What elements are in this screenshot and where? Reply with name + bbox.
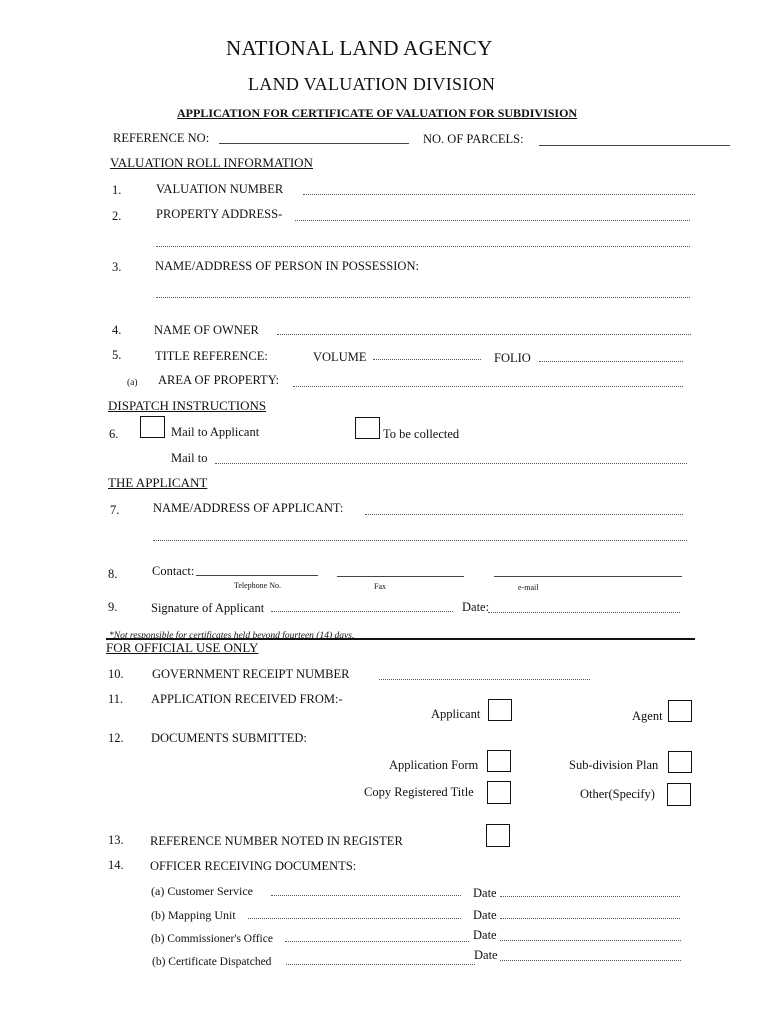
official-section-title: FOR OFFICIAL USE ONLY (106, 640, 259, 655)
mail-applicant-label: Mail to Applicant (171, 425, 260, 439)
application-form-checkbox[interactable] (487, 750, 511, 772)
item-number: 14. (108, 858, 124, 872)
officer-customer-service-field[interactable] (271, 895, 461, 896)
agent-checkbox[interactable] (668, 700, 692, 722)
item-number: 9. (108, 600, 118, 614)
copy-title-checkbox[interactable] (487, 781, 511, 804)
reference-field[interactable] (219, 143, 409, 144)
agency-title: NATIONAL LAND AGENCY (226, 36, 493, 60)
area-field[interactable] (293, 386, 683, 387)
officer-date-field[interactable] (500, 918, 680, 919)
folio-field[interactable] (539, 361, 683, 362)
item-number: 4. (112, 323, 122, 337)
item-number: (a) (127, 378, 138, 388)
subdivision-plan-checkbox[interactable] (668, 751, 692, 773)
property-address-field[interactable] (295, 220, 690, 221)
item-number: 1. (112, 183, 122, 197)
officer-dispatched-field[interactable] (286, 964, 475, 965)
other-label: Other(Specify) (580, 787, 655, 801)
valuation-number-label: VALUATION NUMBER (156, 182, 284, 196)
agent-option-label: Agent (632, 709, 663, 723)
fax-caption: Fax (374, 582, 386, 591)
other-checkbox[interactable] (667, 783, 691, 806)
owner-field[interactable] (277, 334, 691, 335)
item-number: 6. (109, 427, 119, 441)
reference-label: REFERENCE NO: (113, 131, 210, 145)
item-number: 2. (112, 209, 122, 223)
applicant-option-label: Applicant (431, 707, 481, 721)
signature-label: Signature of Applicant (151, 601, 265, 615)
item-number: 8. (108, 567, 118, 581)
officer-commissioner-field[interactable] (285, 941, 469, 942)
receipt-label: GOVERNMENT RECEIPT NUMBER (152, 667, 350, 681)
officer-date-label: Date (474, 948, 498, 962)
copy-title-label: Copy Registered Title (364, 785, 474, 799)
applicant-name-field[interactable] (365, 514, 683, 515)
property-address-label: PROPERTY ADDRESS- (156, 207, 283, 221)
fax-field[interactable] (337, 576, 464, 577)
applicant-name-label: NAME/ADDRESS OF APPLICANT: (153, 501, 344, 515)
possession-field[interactable] (156, 297, 690, 298)
collected-checkbox[interactable] (355, 417, 380, 439)
officer-mapping-label: (b) Mapping Unit (151, 908, 236, 922)
division-title: LAND VALUATION DIVISION (248, 74, 496, 94)
item-number: 10. (108, 667, 124, 681)
signature-field[interactable] (271, 611, 453, 612)
officer-dispatched-label: (b) Certificate Dispatched (152, 956, 272, 968)
applicant-checkbox[interactable] (488, 699, 512, 721)
parcels-field[interactable] (539, 145, 730, 146)
receipt-field[interactable] (379, 679, 590, 680)
telephone-caption: Telephone No. (234, 581, 281, 590)
item-number: 3. (112, 260, 122, 274)
signature-date-label: Date: (462, 600, 490, 614)
signature-date-field[interactable] (488, 612, 680, 613)
area-label: AREA OF PROPERTY: (158, 373, 280, 387)
officer-customer-service-label: (a) Customer Service (151, 884, 253, 898)
application-form-label: Application Form (389, 758, 479, 772)
applicant-name-field-line2[interactable] (153, 540, 687, 541)
volume-label: VOLUME (313, 350, 367, 364)
officer-date-field[interactable] (500, 940, 681, 941)
received-from-label: APPLICATION RECEIVED FROM:- (151, 692, 343, 706)
applicant-section-title: THE APPLICANT (108, 475, 208, 490)
officer-date-label: Date (473, 928, 497, 942)
officer-label: OFFICER RECEIVING DOCUMENTS: (150, 859, 357, 873)
item-number: 13. (108, 833, 124, 847)
owner-label: NAME OF OWNER (154, 323, 259, 337)
email-field[interactable] (494, 576, 682, 577)
item-number: 5. (112, 348, 122, 362)
property-address-field-line2[interactable] (156, 246, 690, 247)
officer-commissioner-label: (b) Commissioner's Office (151, 933, 273, 945)
item-number: 7. (110, 503, 120, 517)
disclaimer-note: *Not responsible for certificates held beyond fourteen (14) days, (109, 631, 355, 641)
item-number: 12. (108, 731, 124, 745)
register-label: REFERENCE NUMBER NOTED IN REGISTER (150, 834, 403, 848)
valuation-section-title: VALUATION ROLL INFORMATION (110, 155, 313, 170)
officer-date-label: Date (473, 886, 497, 900)
mail-to-field[interactable] (215, 463, 687, 464)
valuation-number-field[interactable] (303, 194, 695, 195)
volume-field[interactable] (373, 359, 481, 360)
folio-label: FOLIO (494, 351, 531, 365)
parcels-label: NO. OF PARCELS: (423, 132, 524, 146)
documents-label: DOCUMENTS SUBMITTED: (151, 731, 307, 745)
officer-date-field[interactable] (500, 960, 681, 961)
form-title: APPLICATION FOR CERTIFICATE OF VALUATION FOR SUBDIVISION (177, 106, 578, 120)
register-checkbox[interactable] (486, 824, 510, 847)
mail-applicant-checkbox[interactable] (140, 416, 165, 438)
email-caption: e-mail (518, 583, 539, 592)
item-number: 11. (108, 692, 124, 706)
mail-to-label: Mail to (171, 451, 208, 465)
officer-date-label: Date (473, 908, 497, 922)
officer-date-field[interactable] (500, 896, 680, 897)
telephone-field[interactable] (196, 575, 318, 576)
title-reference-label: TITLE REFERENCE: (155, 349, 268, 363)
dispatch-section-title: DISPATCH INSTRUCTIONS (108, 398, 267, 413)
subdivision-plan-label: Sub-division Plan (569, 758, 659, 772)
collected-label: To be collected (383, 427, 460, 441)
possession-label: NAME/ADDRESS OF PERSON IN POSSESSION: (155, 259, 419, 273)
officer-mapping-field[interactable] (248, 918, 461, 919)
contact-label: Contact: (152, 564, 195, 578)
